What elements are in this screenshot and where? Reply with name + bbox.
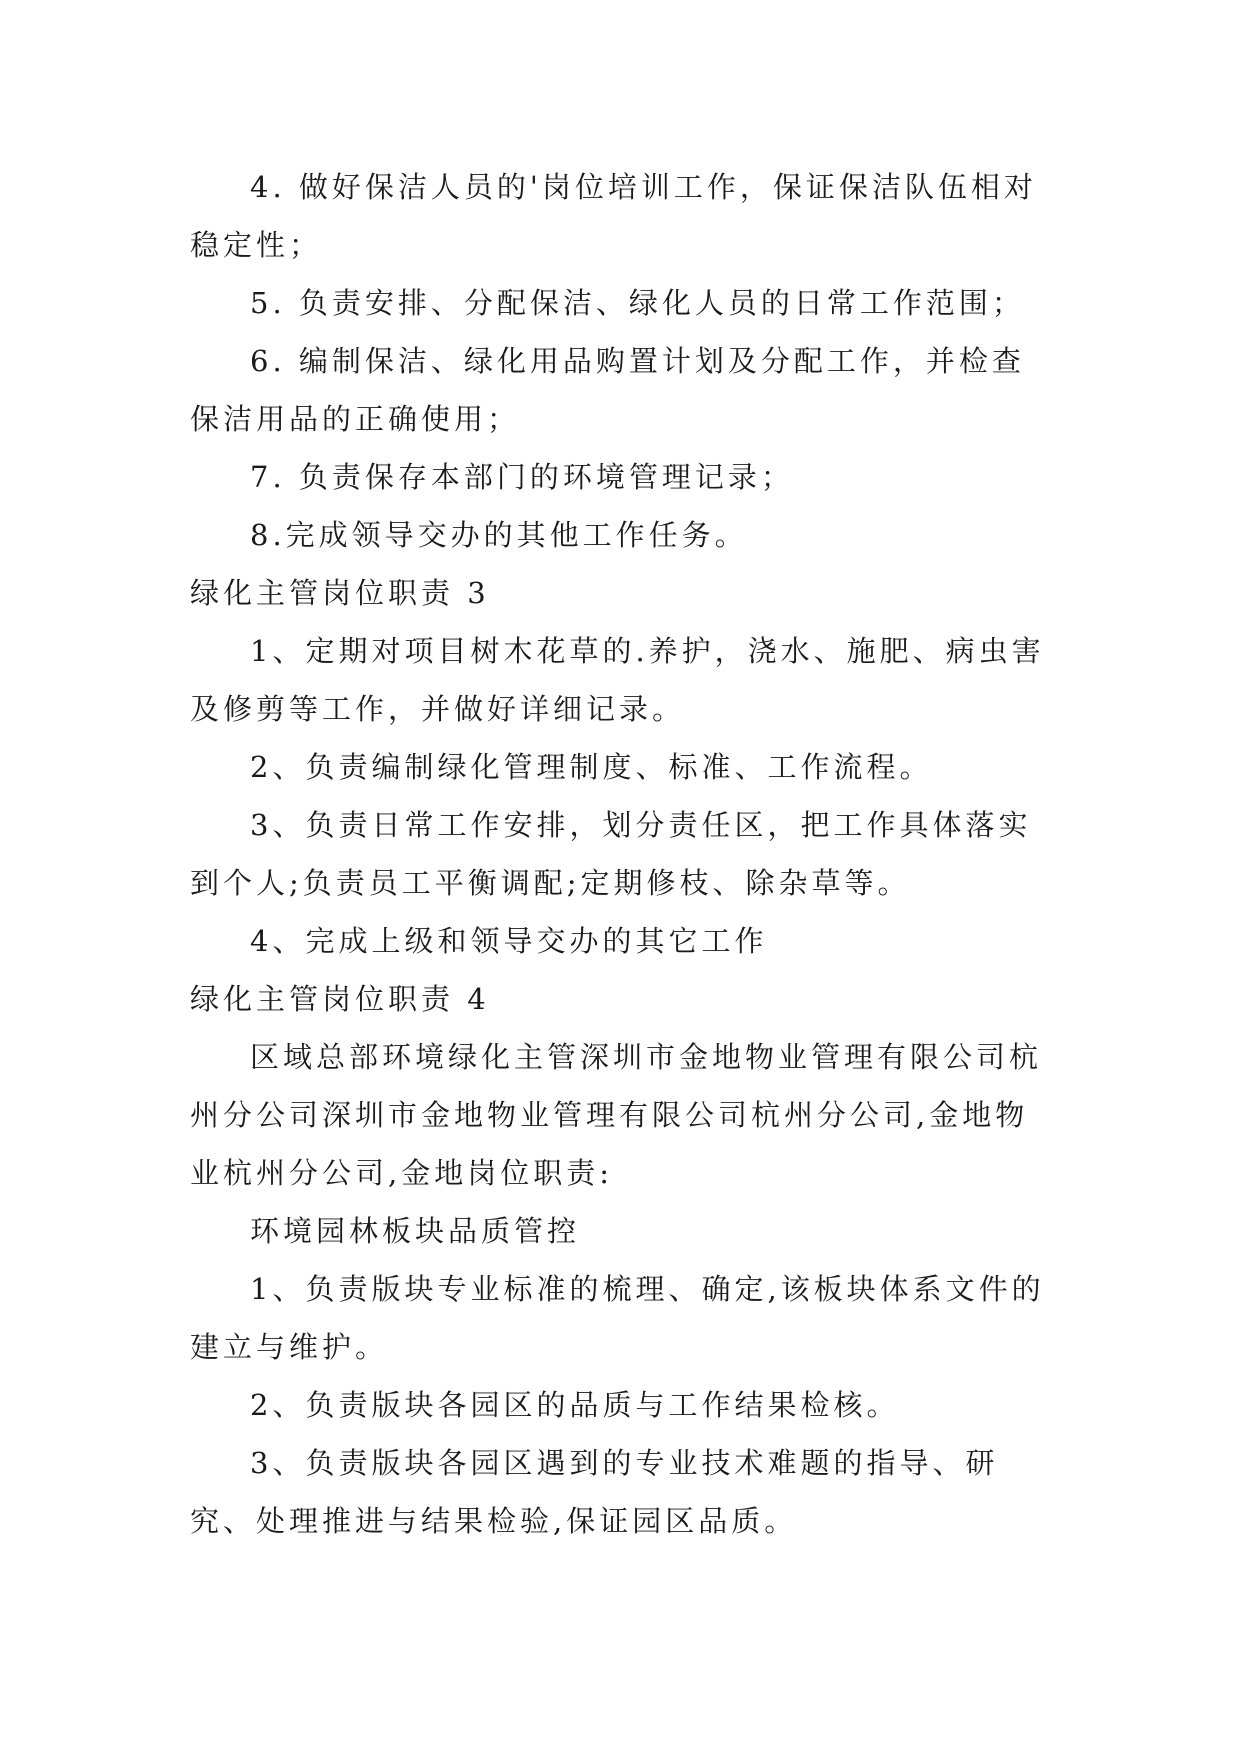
paragraph-item-5: 5. 负责安排、分配保洁、绿化人员的日常工作范围； xyxy=(250,286,1025,320)
paragraph-item-3-4: 4、完成上级和领导交办的其它工作 xyxy=(250,924,768,958)
paragraph-intro-4: 区域总部环境绿化主管深圳市金地物业管理有限公司杭州分公司深圳市金地物业管理有限公司杭州分公司,金地物业杭州分公司,金地岗位职责: xyxy=(190,1040,1043,1190)
paragraph-item-4-2: 2、负责版块各园区的品质与工作结果检核。 xyxy=(250,1388,900,1422)
paragraph-item-8: 8.完成领导交办的其他工作任务。 xyxy=(250,518,748,552)
paragraph-item-3-3: 3、负责日常工作安排，划分责任区，把工作具体落实到个人;负责员工平衡调配;定期修枝、除杂草等。 xyxy=(190,808,1032,900)
paragraph-item-4: 4. 做好保洁人员的'岗位培训工作，保证保洁队伍相对稳定性； xyxy=(190,170,1037,262)
paragraph-item-6: 6. 编制保洁、绿化用品购置计划及分配工作，并检查保洁用品的正确使用； xyxy=(190,344,1025,436)
paragraph-item-4-1: 1、负责版块专业标准的梳理、确定,该板块体系文件的建立与维护。 xyxy=(190,1272,1045,1364)
paragraph-item-7: 7. 负责保存本部门的环境管理记录； xyxy=(250,460,794,494)
section-heading-3: 绿化主管岗位职责 3 xyxy=(190,576,490,610)
paragraph-item-3-2: 2、负责编制绿化管理制度、标准、工作流程。 xyxy=(250,750,933,784)
paragraph-subheading: 环境园林板块品质管控 xyxy=(250,1214,581,1248)
paragraph-item-4-3: 3、负责版块各园区遇到的专业技术难题的指导、研究、处理推进与结果检验,保证园区品质。 xyxy=(190,1446,999,1538)
section-heading-4: 绿化主管岗位职责 4 xyxy=(190,982,490,1016)
paragraph-item-3-1: 1、定期对项目树木花草的.养护，浇水、施肥、病虫害及修剪等工作，并做好详细记录。 xyxy=(190,634,1045,726)
document-page xyxy=(190,158,1052,1550)
